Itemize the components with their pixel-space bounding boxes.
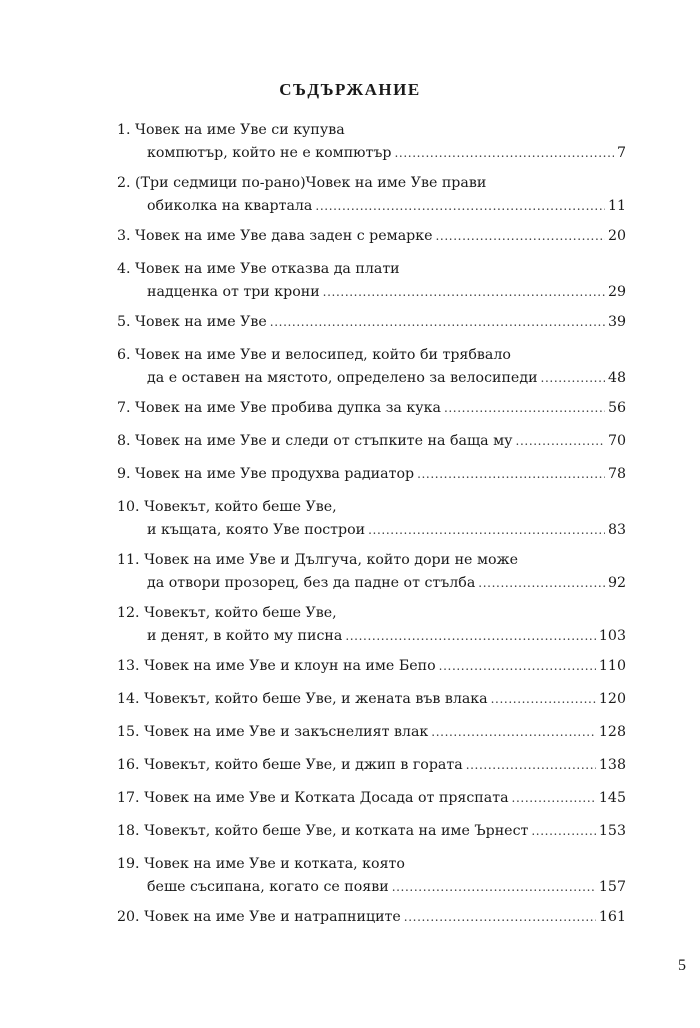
toc-page-number: 48: [607, 370, 626, 386]
toc-entry: [117, 172, 626, 225]
toc-entry: [117, 655, 626, 688]
toc-entry-title: 14. Човекът, който беше Уве, и жената във влака: [117, 691, 488, 707]
toc-entry-title: и денят, в който му писна: [147, 628, 343, 644]
toc-page-number: 110: [598, 658, 626, 674]
dot-leader: [323, 281, 605, 304]
toc-page-number: 92: [607, 575, 626, 591]
dot-leader: [478, 572, 605, 595]
toc-entry-title: 8. Човек на име Уве и следи от стъпките на баща му: [117, 433, 513, 449]
toc-entry: [117, 119, 626, 172]
toc-entry-line: [117, 344, 626, 367]
toc-entry-last-line: [117, 195, 626, 218]
toc-entry: [117, 754, 626, 787]
toc-page-number: 29: [607, 284, 626, 300]
toc-entry-line: [117, 549, 626, 572]
toc-entry-title: надценка от три крони: [147, 284, 320, 300]
toc-entry-last-line: [117, 397, 626, 420]
toc-entry-title: 3. Човек на име Уве дава заден с ремарке: [117, 228, 433, 244]
toc-page-number: 7: [616, 145, 626, 161]
toc-entry-last-line: [117, 754, 626, 777]
dot-leader: [491, 688, 596, 711]
toc-entry-title: компютър, който не е компютър: [147, 145, 392, 161]
toc-entry-title: 9. Човек на име Уве продухва радиатор: [117, 466, 415, 482]
toc-entry-title: 16. Човекът, който беше Уве, и джип в гората: [117, 757, 463, 773]
toc-entry-title: 19. Човек на име Уве и котката, която: [117, 856, 405, 872]
toc-page-number: 70: [607, 433, 626, 449]
toc-entry: [117, 258, 626, 311]
dot-leader: [404, 906, 596, 929]
toc-entry-last-line: [117, 311, 626, 334]
toc-entry-title: 13. Човек на име Уве и клоун на име Бепо: [117, 658, 436, 674]
toc-entry-last-line: [117, 367, 626, 390]
toc-entry: [117, 549, 626, 602]
toc-entry-line: [117, 602, 626, 625]
dot-leader: [531, 820, 596, 843]
dot-leader: [270, 311, 605, 334]
toc-entry: [117, 853, 626, 906]
toc-page-number: 20: [607, 228, 626, 244]
toc-entry-line: [117, 119, 626, 142]
toc-entry: [117, 820, 626, 853]
dot-leader: [392, 876, 596, 899]
toc-entry-title: 6. Човек на име Уве и велосипед, който би трябвало: [117, 347, 511, 363]
toc-entry: [117, 397, 626, 430]
toc-entry-line: [117, 258, 626, 281]
dot-leader: [368, 519, 605, 542]
toc-entry-line: [117, 853, 626, 876]
toc-entry-last-line: [117, 820, 626, 843]
toc-page-number: 153: [598, 823, 626, 839]
dot-leader: [439, 655, 596, 678]
dot-leader: [417, 463, 605, 486]
toc-entry-title: 10. Човекът, който беше Уве,: [117, 499, 337, 515]
toc-entry-last-line: [117, 519, 626, 542]
toc-page-number: 120: [598, 691, 626, 707]
toc-entry-last-line: [117, 430, 626, 453]
page-title: СЪДЪРЖАНИЕ: [279, 80, 421, 99]
toc-entry-last-line: [117, 906, 626, 929]
toc-entry-last-line: [117, 625, 626, 648]
toc-entry-title: 5. Човек на име Уве: [117, 314, 267, 330]
page-number: 5: [678, 957, 686, 974]
toc-entry-last-line: [117, 225, 626, 248]
toc-entry-title: и къщата, която Уве построи: [147, 522, 366, 538]
toc-entry-title: 1. Човек на име Уве си купува: [117, 122, 345, 138]
toc-entry: [117, 602, 626, 655]
toc-entry-title: 15. Човек на име Уве и закъснелият влак: [117, 724, 429, 740]
toc-entry: [117, 496, 626, 549]
toc-entry-title: 17. Човек на име Уве и Котката Досада от пряспата: [117, 790, 509, 806]
toc-page-number: 128: [598, 724, 626, 740]
toc-page-number: 161: [598, 909, 626, 925]
toc-entry-last-line: [117, 721, 626, 744]
toc-entry-last-line: [117, 142, 626, 165]
toc-entry: [117, 430, 626, 463]
toc-entry-last-line: [117, 876, 626, 899]
toc-entry-title: 7. Човек на име Уве пробива дупка за кука: [117, 400, 441, 416]
toc-entry: [117, 344, 626, 397]
dot-leader: [431, 721, 596, 744]
dot-leader: [444, 397, 605, 420]
dot-leader: [315, 195, 605, 218]
toc-entry-last-line: [117, 572, 626, 595]
toc-entry-title: 4. Човек на име Уве отказва да плати: [117, 261, 400, 277]
toc-entry-last-line: [117, 655, 626, 678]
toc-page-number: 103: [598, 628, 626, 644]
toc-entry: [117, 721, 626, 754]
dot-leader: [466, 754, 596, 777]
toc-entry-last-line: [117, 688, 626, 711]
dot-leader: [512, 787, 596, 810]
toc-page-number: 138: [598, 757, 626, 773]
toc-entry: [117, 225, 626, 258]
dot-leader: [394, 142, 613, 165]
table-of-contents: [117, 119, 626, 939]
toc-entry-title: 2. (Три седмици по-рано)Човек на име Уве прави: [117, 175, 487, 191]
dot-leader: [516, 430, 605, 453]
toc-entry-line: [117, 496, 626, 519]
toc-page-number: 145: [598, 790, 626, 806]
toc-entry-last-line: [117, 281, 626, 304]
toc-entry-title: беше съсипана, когато се появи: [147, 879, 389, 895]
toc-page-number: 39: [607, 314, 626, 330]
toc-entry-title: 20. Човек на име Уве и натрапниците: [117, 909, 401, 925]
toc-entry: [117, 906, 626, 939]
toc-entry-title: обиколка на квартала: [147, 198, 313, 214]
toc-entry: [117, 463, 626, 496]
toc-page-number: 78: [607, 466, 626, 482]
toc-page-number: 157: [598, 879, 626, 895]
toc-entry-title: 12. Човекът, който беше Уве,: [117, 605, 337, 621]
dot-leader: [541, 367, 605, 390]
toc-page-number: 83: [607, 522, 626, 538]
toc-page-number: 11: [607, 198, 626, 214]
toc-entry: [117, 688, 626, 721]
toc-entry-last-line: [117, 787, 626, 810]
toc-entry: [117, 311, 626, 344]
toc-entry-title: 11. Човек на име Уве и Дългуча, който дори не може: [117, 552, 518, 568]
toc-entry-title: да отвори прозорец, без да падне от стълба: [147, 575, 476, 591]
toc-page-number: 56: [607, 400, 626, 416]
dot-leader: [436, 225, 605, 248]
toc-entry-title: 18. Човекът, който беше Уве, и котката на име Ърнест: [117, 823, 529, 839]
toc-entry-line: [117, 172, 626, 195]
toc-entry: [117, 787, 626, 820]
dot-leader: [345, 625, 596, 648]
toc-entry-last-line: [117, 463, 626, 486]
toc-entry-title: да е оставен на мястото, определено за велосипеди: [147, 370, 538, 386]
